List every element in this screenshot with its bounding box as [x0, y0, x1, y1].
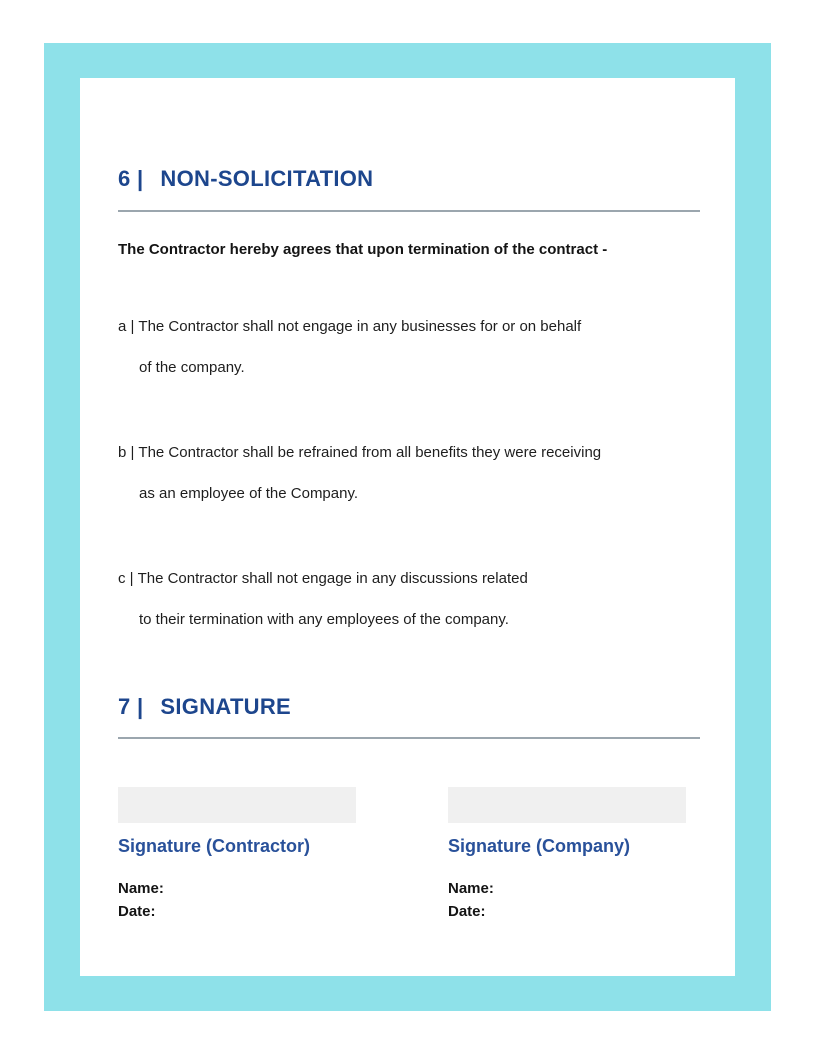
company-signature-label: Signature (Company): [448, 836, 631, 856]
section-6-number: 6 |: [118, 166, 144, 191]
clause-c: [118, 570, 700, 629]
section-6-intro: The Contractor hereby agrees that upon termination of the contract -: [118, 241, 608, 258]
clause-b-text: The Contractor shall be refrained from all benefits they were receiving: [138, 444, 602, 461]
clause-c-text: The Contractor shall not engage in any discussions related: [137, 570, 528, 587]
section-7-number: 7 |: [118, 694, 144, 719]
section-signature: [118, 696, 700, 923]
company-signature-field[interactable]: [448, 787, 686, 823]
page-content: [80, 78, 735, 923]
contractor-signature-label: Signature (Contractor): [118, 836, 311, 856]
clause-a: [118, 318, 700, 377]
section-6-title: NON-SOLICITATION: [160, 166, 374, 191]
clause-b-line-1: [118, 444, 700, 462]
document-page: [80, 78, 735, 976]
company-name-label: Name:: [448, 880, 494, 897]
contractor-signature-meta: [118, 877, 356, 923]
clause-a-text: The Contractor shall not engage in any businesses for or on behalf: [138, 318, 582, 335]
section-7-title: SIGNATURE: [160, 694, 292, 719]
company-signature-meta: [448, 877, 686, 923]
clause-c-label: c |: [118, 570, 134, 587]
section-7-divider: [118, 737, 700, 739]
contractor-signature-field[interactable]: [118, 787, 356, 823]
signature-block-company: [448, 787, 686, 923]
clause-a-line-2: of the company.: [139, 359, 245, 376]
company-date-label: Date:: [448, 903, 486, 920]
clause-c-line-1: [118, 570, 700, 588]
section-6-heading: [118, 168, 700, 190]
clause-b-line-2: as an employee of the Company.: [139, 485, 359, 502]
clause-a-label: a |: [118, 318, 135, 335]
contractor-name-label: Name:: [118, 880, 164, 897]
section-7-heading: [118, 696, 700, 718]
clause-list: [118, 318, 700, 629]
clause-b-label: b |: [118, 444, 135, 461]
signature-row: [118, 787, 700, 923]
signature-block-contractor: [118, 787, 356, 923]
contractor-date-label: Date:: [118, 903, 156, 920]
clause-c-line-2: to their termination with any employees of the company.: [139, 611, 509, 628]
clause-b: [118, 444, 700, 503]
section-non-solicitation: [118, 168, 700, 629]
page-border-frame: [44, 43, 771, 1011]
clause-a-line-1: [118, 318, 700, 336]
section-6-divider: [118, 210, 700, 212]
